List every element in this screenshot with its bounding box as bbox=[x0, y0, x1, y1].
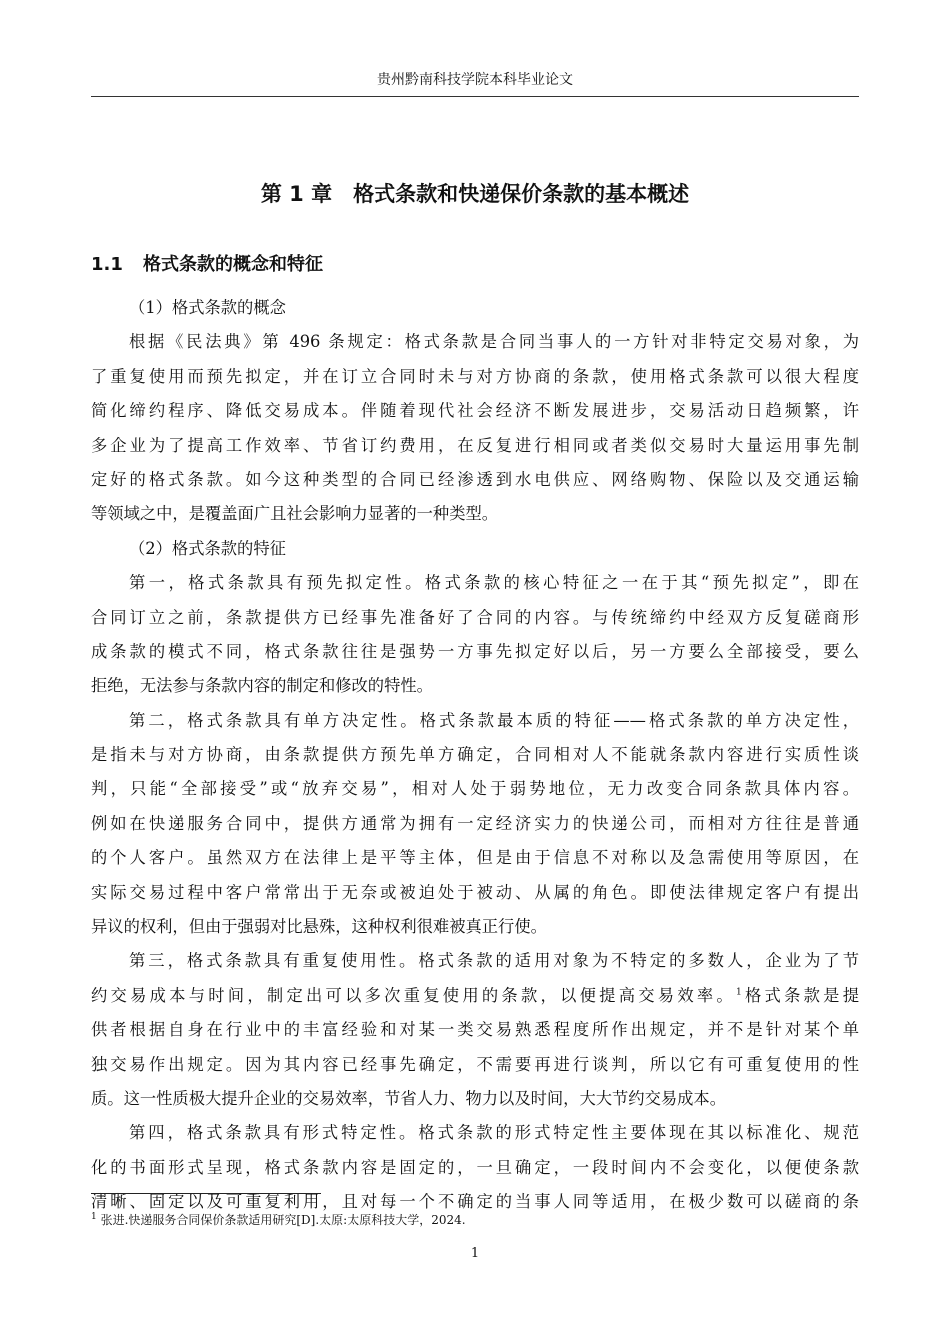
paragraph-line: 例如在快递服务合同中，提供方通常为拥有一定经济实力的快递公司，而相对方往往是普通 bbox=[91, 813, 859, 833]
chapter-title: 第 1 章 格式条款和快递保价条款的基本概述 bbox=[260, 182, 690, 206]
body-text bbox=[91, 291, 859, 1220]
footnote-text: 张进.快递服务合同保价条款适用研究[D].太原:太原科技大学，2024. bbox=[100, 1213, 466, 1227]
paragraph-line: 了重复使用而预先拟定，并在订立合同时未与对方协商的条款，使用格式条款可以很大程度 bbox=[91, 366, 859, 386]
paragraph-line: 供者根据自身在行业中的丰富经验和对某一类交易熟悉程度所作出规定，并不是针对某个单 bbox=[91, 1020, 859, 1040]
paragraph-line: 的个人客户。虽然双方在法律上是平等主体，但是由于信息不对称以及急需使用等原因，在 bbox=[91, 848, 859, 868]
paragraph-line: 第一，格式条款具有预先拟定性。格式条款的核心特征之一在于其“预先拟定”，即在 bbox=[129, 573, 859, 593]
paragraph-line: 成条款的模式不同，格式条款往往是强势一方事先拟定好以后，另一方要么全部接受，要么 bbox=[91, 641, 859, 661]
paragraph-line: 独交易作出规定。因为其内容已经事先确定，不需要再进行谈判，所以它有可重复使用的性 bbox=[91, 1054, 859, 1074]
paragraph-line: 多企业为了提高工作效率、节省订约费用，在反复进行相同或者类似交易时大量运用事先制 bbox=[91, 435, 859, 455]
paragraph-line: 根据《民法典》第 496 条规定：格式条款是合同当事人的一方针对非特定交易对象，为 bbox=[129, 332, 859, 352]
paragraph-line: 化的书面形式呈现，格式条款内容是固定的，一旦确定，一段时间内不会变化，以便使条款 bbox=[91, 1157, 859, 1177]
footnote-separator bbox=[91, 1193, 321, 1194]
header-title: 贵州黔南科技学院本科毕业论文 bbox=[377, 72, 573, 88]
footnote-marker[interactable]: 1 bbox=[735, 987, 742, 998]
paragraph-line: 定好的格式条款。如今这种类型的合同已经渗透到水电供应、网络购物、保险以及交通运输 bbox=[91, 469, 859, 489]
paragraph-line: 是指未与对方协商，由条款提供方预先单方确定，合同相对人不能就条款内容进行实质性谈 bbox=[91, 745, 859, 765]
paragraph-line: 质。这一性质极大提升企业的交易效率，节省人力、物力以及时间，大大节约交易成本。 bbox=[91, 1088, 726, 1108]
subheading: （1）格式条款的概念 bbox=[129, 298, 286, 317]
paragraph-line: 第三，格式条款具有重复使用性。格式条款的适用对象为不特定的多数人，企业为了节 bbox=[129, 951, 859, 971]
page-number: 1 bbox=[470, 1246, 480, 1261]
line-text: 约交易成本与时间，制定出可以多次重复使用的条款，以便提高交易效率。 bbox=[91, 985, 736, 1005]
paragraph-line: 判，只能“全部接受”或“放弃交易”，相对人处于弱势地位，无力改变合同条款具体内容。 bbox=[91, 779, 859, 799]
section-title: 格式条款的概念和特征 bbox=[143, 254, 323, 275]
paragraph-line: 异议的权利，但由于强弱对比悬殊，这种权利很难被真正行使。 bbox=[91, 917, 547, 937]
page-header bbox=[91, 68, 859, 97]
section-number: 1.1 bbox=[91, 254, 123, 275]
paragraph-line: 合同订立之前，条款提供方已经事先准备好了合同的内容。与传统缔约中经双方反复磋商形 bbox=[91, 607, 859, 627]
paragraph-line: 简化缔约程序、降低交易成本。伴随着现代社会经济不断发展进步，交易活动日趋频繁，许 bbox=[91, 401, 859, 421]
line-text: 格式条款是提 bbox=[741, 985, 859, 1005]
paragraph-line: 拒绝，无法参与条款内容的制定和修改的特性。 bbox=[91, 676, 433, 696]
paragraph-line: 清晰、固定以及可重复利用，且对每一个不确定的当事人同等适用，在极少数可以磋商的条 bbox=[91, 1192, 859, 1212]
paragraph-line: 等领域之中，是覆盖面广且社会影响力显著的一种类型。 bbox=[91, 504, 499, 524]
footnote-number: 1 bbox=[91, 1212, 97, 1222]
subheading: （2）格式条款的特征 bbox=[129, 538, 286, 558]
paragraph-line bbox=[91, 979, 859, 1013]
paragraph-line: 第四，格式条款具有形式特定性。格式条款的形式特定性主要体现在其以标准化、规范 bbox=[129, 1123, 859, 1143]
section-heading bbox=[91, 250, 859, 280]
footnote bbox=[91, 1210, 859, 1230]
paragraph-line: 实际交易过程中客户常常出于无奈或被迫处于被动、从属的角色。即使法律规定客户有提出 bbox=[91, 882, 859, 902]
paragraph-line: 第二，格式条款具有单方决定性。格式条款最本质的特征——格式条款的单方决定性， bbox=[129, 710, 859, 730]
